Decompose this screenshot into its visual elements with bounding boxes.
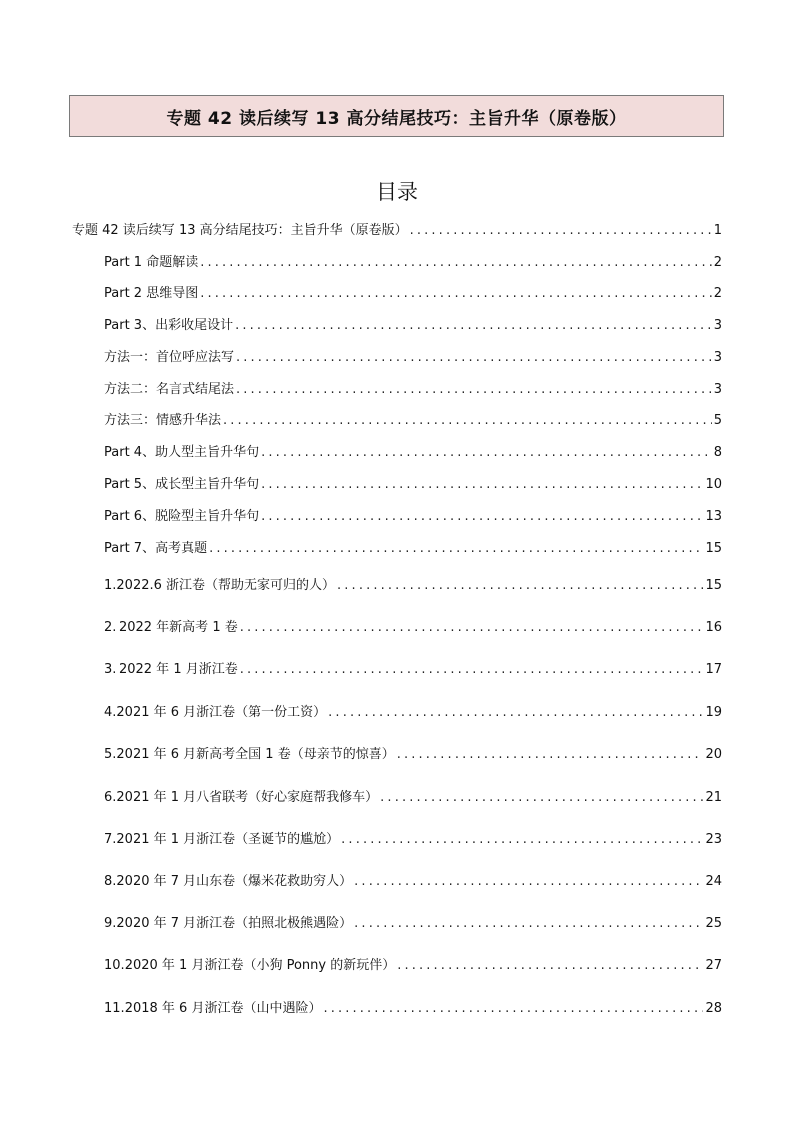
toc-entry-label: 专题 42 读后续写 13 高分结尾技巧：主旨升华（原卷版） — [72, 223, 408, 238]
toc-entry-label: 2020 年 7 月山东卷（爆米花救助穷人） — [116, 874, 353, 889]
toc-entry-label: 2021 年 1 月浙江卷（圣诞节的尴尬） — [116, 832, 340, 847]
toc-entry-label: 2021 年 6 月浙江卷（第一份工资） — [116, 705, 327, 720]
toc-entry-page: 24 — [705, 874, 722, 889]
toc-entry-label: 2022 年新高考 1 卷 — [118, 620, 238, 635]
toc-entry[interactable] — [104, 618, 722, 638]
toc-entry-label: 2022.6 浙江卷（帮助无家可归的人） — [116, 578, 336, 593]
toc-entry-number: 6. — [104, 790, 117, 805]
toc-entry-number: 3. — [104, 662, 117, 677]
toc-entry-label: 2021 年 6 月新高考全国 1 卷（母亲节的惊喜） — [116, 747, 395, 762]
toc-entry-number: 5. — [104, 747, 117, 762]
toc-entry[interactable] — [104, 316, 722, 336]
toc-entry[interactable] — [104, 830, 722, 850]
toc-entry-page: 15 — [705, 541, 722, 556]
toc-leader — [236, 380, 712, 400]
toc-leader — [337, 576, 703, 596]
toc-entry[interactable] — [104, 539, 722, 559]
toc-entry-page: 16 — [705, 620, 722, 635]
toc-entry[interactable] — [104, 411, 722, 431]
toc-leader — [261, 507, 703, 527]
toc-entry[interactable] — [104, 999, 722, 1019]
toc-entry-page: 2 — [713, 255, 722, 270]
toc-entry-page: 19 — [705, 705, 722, 720]
toc-leader — [341, 830, 703, 850]
toc-entry[interactable] — [104, 660, 722, 680]
toc-entry-label: 方法一：首位呼应法写 — [104, 350, 235, 365]
toc-leader — [240, 618, 704, 638]
toc-heading: 目录 — [376, 180, 418, 204]
toc-entry[interactable] — [104, 380, 722, 400]
toc-entry[interactable] — [104, 872, 722, 892]
toc-entry[interactable] — [104, 443, 722, 463]
toc-leader — [200, 253, 712, 273]
toc-entry-label: 2020 年 7 月浙江卷（拍照北极熊遇险） — [116, 916, 353, 931]
toc-entry-page: 20 — [705, 747, 722, 762]
toc-leader — [235, 316, 712, 336]
toc-leader — [200, 284, 712, 304]
toc-entry-page: 3 — [713, 350, 722, 365]
toc-entry-page: 23 — [705, 832, 722, 847]
toc-entry-page: 28 — [705, 1001, 722, 1016]
toc-entry-number: 1. — [104, 578, 117, 593]
toc-leader — [354, 914, 703, 934]
toc-leader — [209, 539, 703, 559]
toc-entry-label: Part 6、脱险型主旨升华句 — [104, 509, 260, 524]
toc-leader — [223, 411, 712, 431]
toc-entry[interactable] — [104, 576, 722, 596]
toc-entry[interactable] — [104, 284, 722, 304]
toc-entry-page: 3 — [713, 318, 722, 333]
toc-entry-label: Part 1 命题解读 — [104, 255, 199, 270]
toc-entry-label: 方法三：情感升华法 — [104, 413, 222, 428]
toc-leader — [261, 475, 703, 495]
toc-entry-page: 10 — [705, 477, 722, 492]
toc-entry-label: Part 4、助人型主旨升华句 — [104, 445, 260, 460]
toc-leader — [323, 999, 703, 1019]
toc-entry[interactable] — [72, 221, 722, 241]
toc-entry-label: 2018 年 6 月浙江卷（山中遇险） — [124, 1001, 322, 1016]
toc-entry[interactable] — [104, 507, 722, 527]
toc-entry-label: Part 3、出彩收尾设计 — [104, 318, 234, 333]
toc-entry[interactable] — [104, 914, 722, 934]
toc-entry-page: 25 — [705, 916, 722, 931]
toc-entry[interactable] — [104, 475, 722, 495]
toc-entry-label: 2020 年 1 月浙江卷（小狗 Ponny 的新玩伴） — [124, 958, 396, 973]
toc-entry-number: 4. — [104, 705, 117, 720]
toc-entry-number: 7. — [104, 832, 117, 847]
toc-entry-number: 9. — [104, 916, 117, 931]
toc-entry-number: 11. — [104, 1001, 125, 1016]
toc-entry-page: 3 — [713, 382, 722, 397]
toc-entry[interactable] — [104, 348, 722, 368]
document-title: 专题 42 读后续写 13 高分结尾技巧：主旨升华（原卷版） — [166, 108, 627, 129]
toc-leader — [380, 788, 703, 808]
toc-entry-label: 2021 年 1 月八省联考（好心家庭帮我修车） — [116, 790, 379, 805]
toc-entry-page: 13 — [705, 509, 722, 524]
toc-entry-label: 方法二：名言式结尾法 — [104, 382, 235, 397]
toc-entry-page: 27 — [705, 958, 722, 973]
toc-entry[interactable] — [104, 956, 722, 976]
toc-entry-page: 17 — [705, 662, 722, 677]
toc-entry-page: 15 — [705, 578, 722, 593]
toc-entry-page: 21 — [705, 790, 722, 805]
toc-entry-page: 5 — [713, 413, 722, 428]
toc-entry[interactable] — [104, 703, 722, 723]
toc-entry[interactable] — [104, 788, 722, 808]
toc-entry-number: 10. — [104, 958, 125, 973]
toc-leader — [397, 745, 704, 765]
toc-entry[interactable] — [104, 253, 722, 273]
toc-entry-number: 2. — [104, 620, 117, 635]
toc-entry-page: 1 — [713, 223, 722, 238]
toc-entry-page: 8 — [713, 445, 722, 460]
toc-leader — [240, 660, 704, 680]
toc-entry[interactable] — [104, 745, 722, 765]
document-title-box — [69, 95, 724, 137]
toc-entry-number: 8. — [104, 874, 117, 889]
toc-entry-page: 2 — [713, 286, 722, 301]
toc-leader — [397, 956, 703, 976]
toc-entry-label: 2022 年 1 月浙江卷 — [118, 662, 238, 677]
toc-entry-label: Part 7、高考真题 — [104, 541, 208, 556]
toc-entry-label: Part 5、成长型主旨升华句 — [104, 477, 260, 492]
toc-leader — [410, 221, 712, 241]
toc-entry-label: Part 2 思维导图 — [104, 286, 199, 301]
toc-leader — [261, 443, 712, 463]
toc-leader — [236, 348, 712, 368]
toc-leader — [354, 872, 703, 892]
toc-leader — [328, 703, 703, 723]
